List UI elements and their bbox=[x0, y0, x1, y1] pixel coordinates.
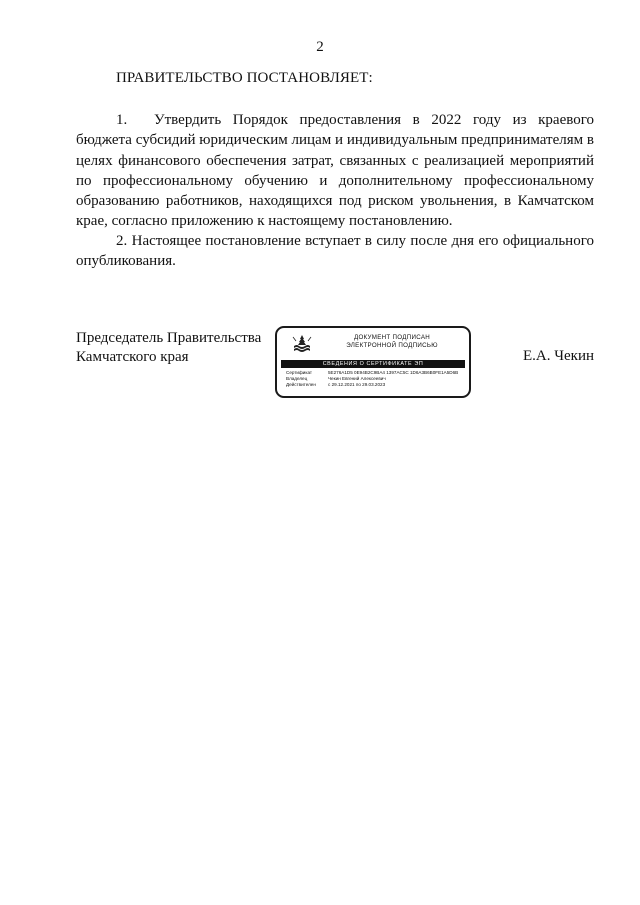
stamp-certificate-details bbox=[286, 370, 466, 389]
signer-title-line-2: Камчатского края bbox=[76, 349, 189, 365]
page-number: 2 bbox=[316, 39, 324, 55]
signer-title-line-1: Председатель Правительства bbox=[76, 330, 262, 346]
paragraph-2 bbox=[76, 231, 594, 272]
paragraph-1-number: 1. bbox=[116, 112, 128, 128]
paragraph-1-text: Утвердить Порядок предоставления в 2022 году из краевого бюджета субсидий юридическим лицам и индивидуальным предпринимателям в целях финансового обеспечения затрат, связанных с реализацией мероприятий по профессиональному обучению и дополнительному профессиональному образованию работников, находящихся под риском увольнения, в Камчатском крае, согласно приложению к настоящему постановлению. bbox=[76, 112, 594, 230]
stamp-row-label: Действителен bbox=[286, 382, 316, 388]
stamp-row-value: Чекин Евгений Алексеевич bbox=[328, 376, 386, 382]
stamp-row-value: с 29.12.2021 по 29.03.2023 bbox=[328, 382, 386, 388]
paragraph-1 bbox=[76, 110, 594, 232]
signer-name: Е.А. Чекин bbox=[523, 348, 594, 364]
stamp-header bbox=[317, 334, 467, 350]
stamp-header-line-1: ДОКУМЕНТ ПОДПИСАН bbox=[353, 334, 431, 341]
stamp-row-label: Владелец bbox=[286, 376, 308, 382]
coat-of-arms-icon bbox=[291, 333, 313, 355]
stamp-row-validity bbox=[286, 382, 466, 388]
stamp-header-line-2: ЭЛЕКТРОННОЙ ПОДПИСЬЮ bbox=[346, 342, 438, 349]
signer-title bbox=[76, 329, 261, 367]
stamp-certificate-bar: СВЕДЕНИЯ О СЕРТИФИКАТЕ ЭП bbox=[281, 360, 465, 368]
stamp-row-label: Сертификат bbox=[286, 370, 313, 375]
resolution-heading: ПРАВИТЕЛЬСТВО ПОСТАНОВЛЯЕТ: bbox=[116, 70, 373, 86]
paragraph-2-text: 2. Настоящее постановление вступает в силу после дня его официального опубликования. bbox=[76, 233, 594, 270]
electronic-signature-stamp bbox=[275, 326, 471, 398]
stamp-row-value: 5E276A1D5 0E94B2C9BA4 1397AC5C 1D6A3B6B0FE1A5D6B bbox=[328, 370, 459, 375]
